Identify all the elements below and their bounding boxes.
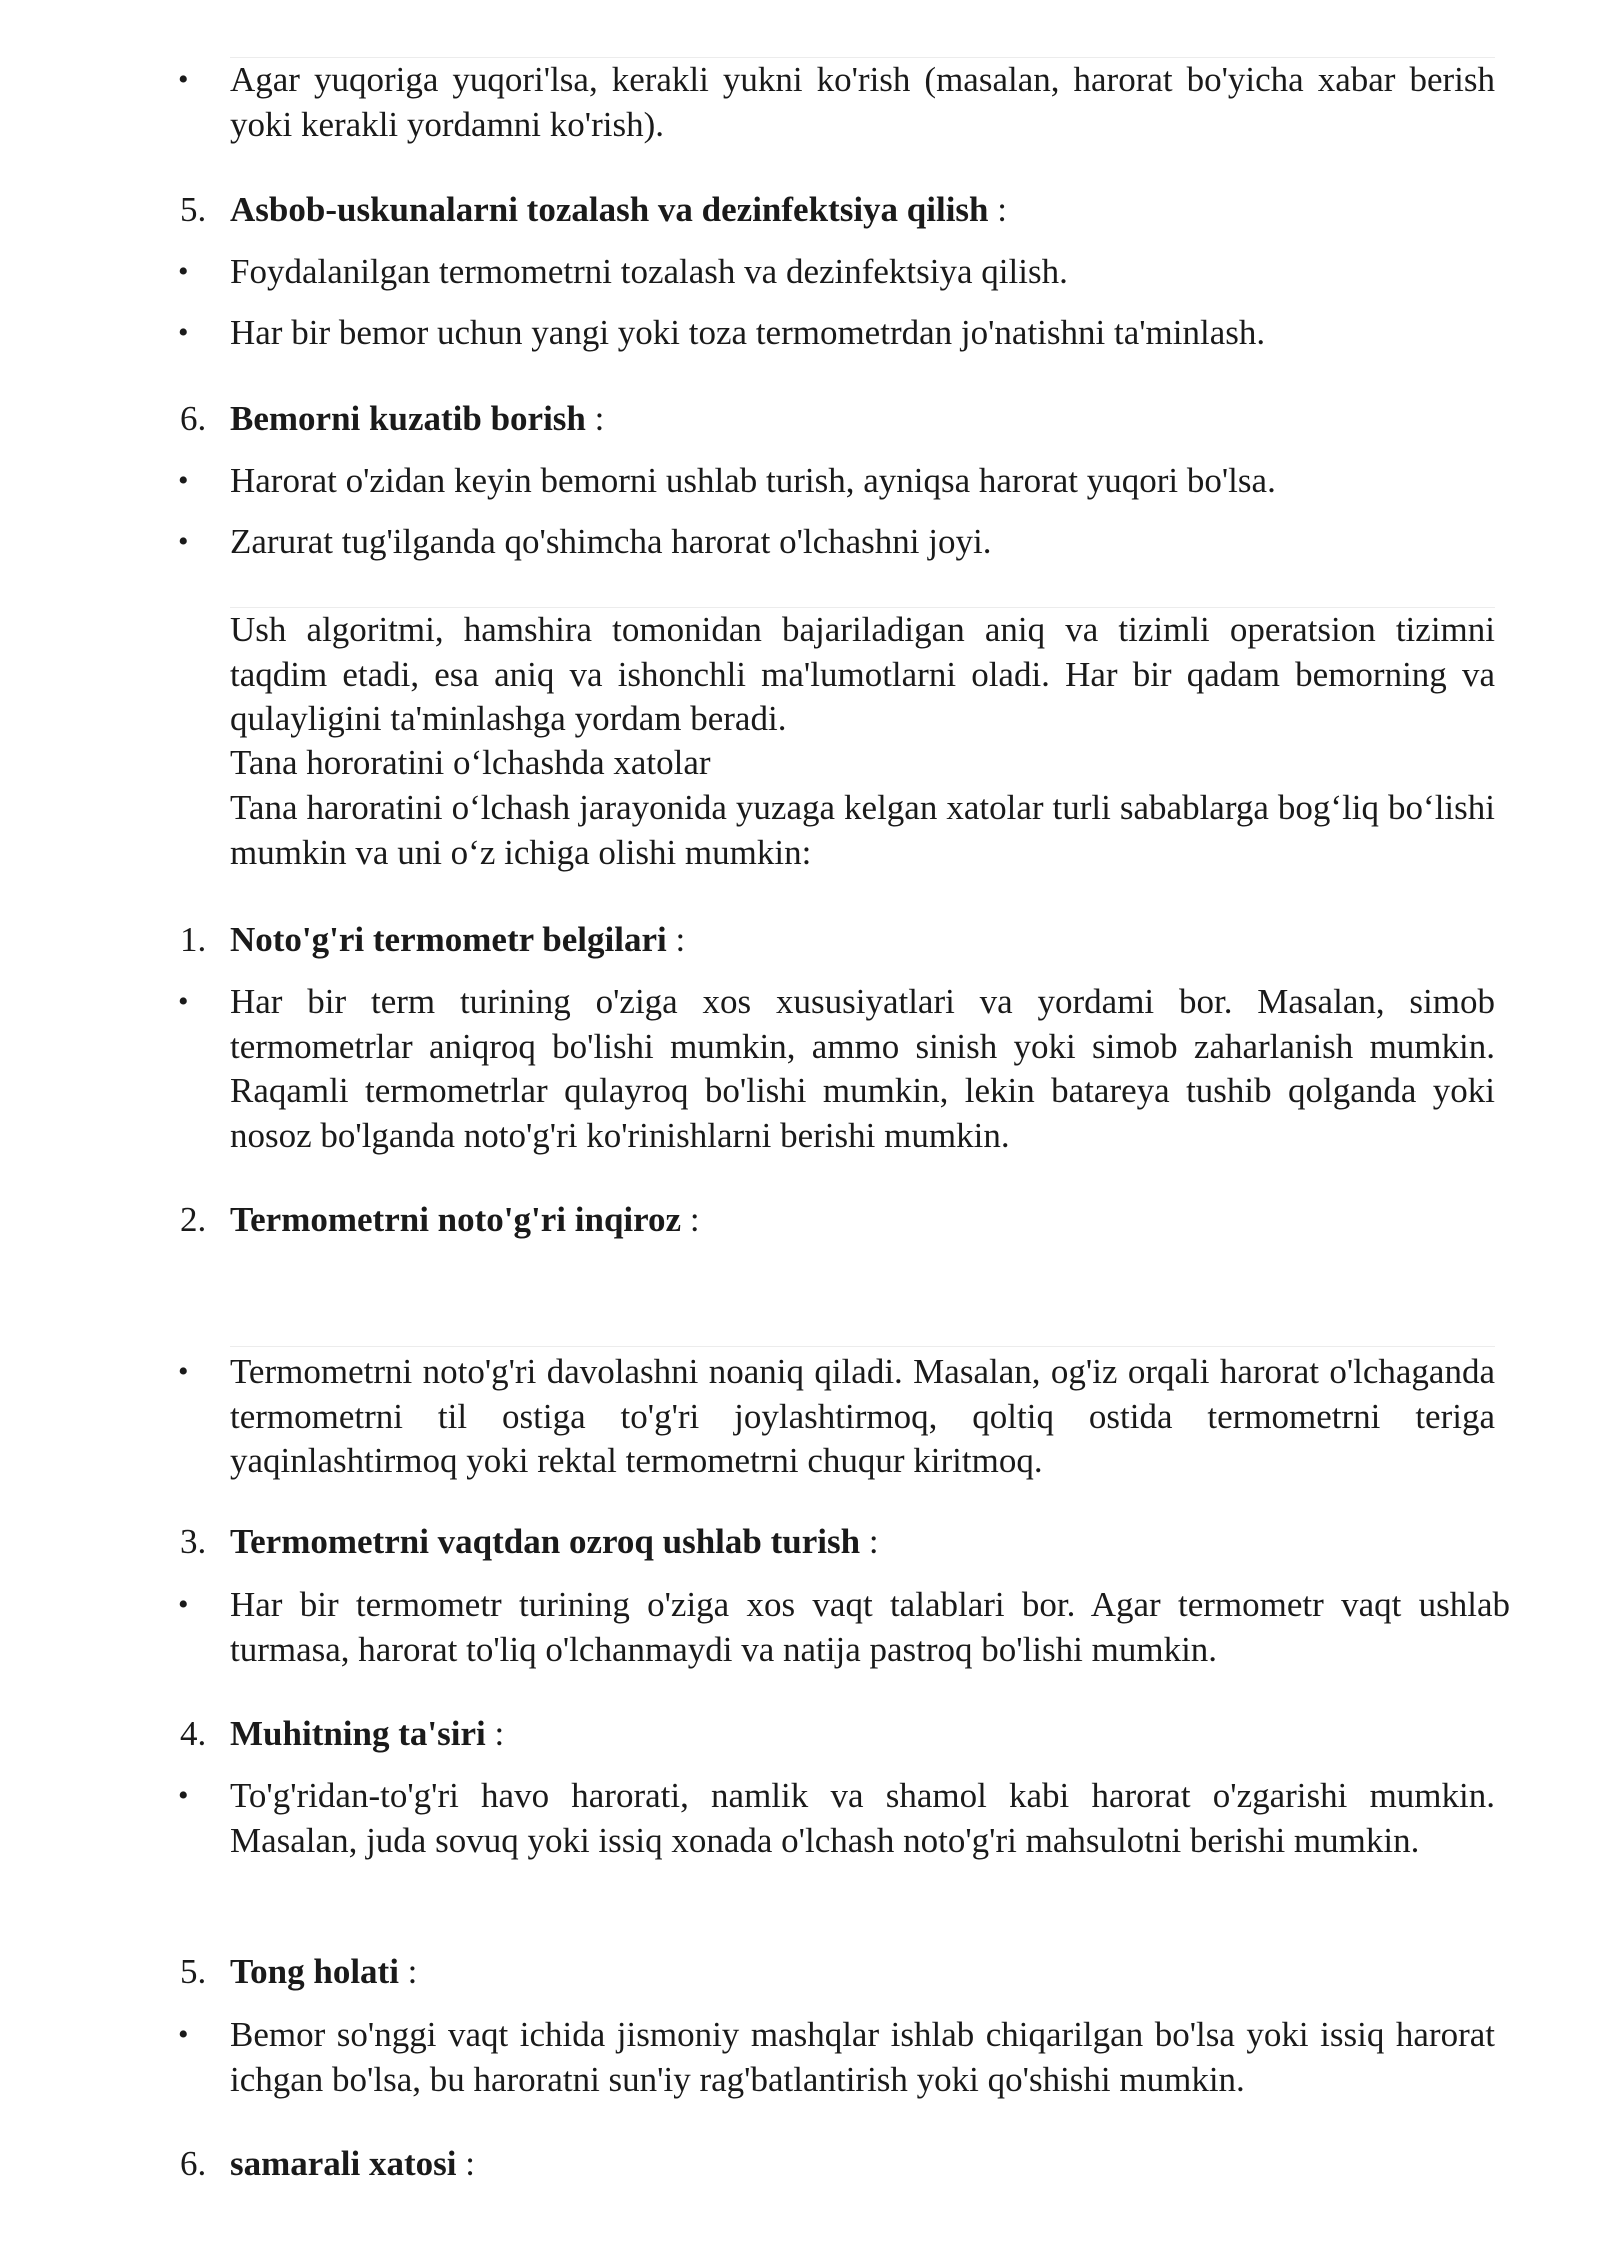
heading-number: 5. bbox=[180, 1952, 207, 1991]
heading-title: Bemorni kuzatib borish bbox=[230, 399, 586, 438]
list-item bbox=[178, 250, 1495, 295]
bullet-icon: • bbox=[178, 316, 189, 349]
heading-separator: : bbox=[485, 1714, 505, 1753]
bullet-icon: • bbox=[178, 2018, 189, 2051]
heading-number: 5. bbox=[180, 190, 207, 229]
section-heading bbox=[180, 2142, 1495, 2187]
bullet-text: Bemor so'nggi vaqt ichida jismoniy mashqlar ishlab chiqarilgan bo'lsa yoki issiq harorat ichgan bo'lsa, bu haroratni sun'iy rag'batlantirish yoki qo'shishi mumkin. bbox=[230, 2015, 1495, 2099]
heading-separator: : bbox=[456, 2144, 475, 2183]
list-item bbox=[178, 311, 1495, 356]
heading-separator: : bbox=[666, 920, 686, 959]
bullet-icon: • bbox=[178, 985, 189, 1018]
heading-title: Asbob-uskunalarni tozalash va dezinfektsiya qilish bbox=[230, 190, 989, 229]
section-heading bbox=[180, 1520, 1495, 1565]
heading-number: 3. bbox=[180, 1522, 207, 1561]
bullet-icon: • bbox=[178, 1355, 189, 1388]
list-item bbox=[178, 1774, 1495, 1863]
heading-separator: : bbox=[398, 1952, 418, 1991]
heading-separator: : bbox=[860, 1522, 879, 1561]
body-paragraph bbox=[230, 608, 1495, 742]
bullet-icon: • bbox=[178, 63, 189, 96]
list-item bbox=[178, 459, 1495, 504]
heading-title: Muhitning ta'siri bbox=[230, 1714, 486, 1753]
section-title-text: Tana hororatini o‘lchashda xatolar bbox=[230, 743, 711, 782]
heading-separator: : bbox=[681, 1200, 700, 1239]
bullet-icon: • bbox=[178, 464, 189, 497]
bullet-icon: • bbox=[178, 1588, 189, 1621]
bullet-text: Har bir term turining o'ziga xos xususiyatlari va yordami bor. Masalan, simob termometrlar aniqroq bo'lishi mumkin, ammo sinish yoki simob zaharlanish mumkin. Raqamli termometrlar qulayroq bo'lishi mumkin, lekin batareya tushib qolganda yoki nosoz bo'lganda noto'g'ri ko'rinishlarni berishi mumkin. bbox=[230, 982, 1495, 1155]
section-heading bbox=[180, 1950, 1495, 1995]
bullet-text: Foydalanilgan termometrni tozalash va dezinfektsiya qilish. bbox=[230, 252, 1068, 291]
bullet-text: Har bir bemor uchun yangi yoki toza termometrdan jo'natishni ta'minlash. bbox=[230, 313, 1266, 352]
list-item bbox=[178, 1583, 1510, 1672]
section-heading bbox=[180, 397, 1495, 442]
heading-title: Termometrni noto'g'ri inqiroz bbox=[230, 1200, 682, 1239]
bullet-icon: • bbox=[178, 255, 189, 288]
heading-title: Tong holati bbox=[230, 1952, 399, 1991]
bullet-text: Termometrni noto'g'ri davolashni noaniq qiladi. Masalan, og'iz orqali harorat o'lchaganda termometrni til ostiga to'g'ri joylashtirmoq, qoltiq ostida termometrni teriga yaqinlashtirmoq yoki rektal termometrni chuqur kiritmoq. bbox=[230, 1352, 1495, 1480]
heading-title: Termometrni vaqtdan ozroq ushlab turish bbox=[230, 1522, 861, 1561]
section-title-line bbox=[230, 741, 1495, 786]
paragraph-text: Tana haroratini o‘lchash jarayonida yuzaga kelgan xatolar turli sabablarga bog‘liq bo‘lishi mumkin va uni o‘z ichiga olishi mumkin: bbox=[230, 788, 1495, 872]
heading-separator: : bbox=[585, 399, 605, 438]
body-paragraph bbox=[230, 786, 1495, 875]
heading-number: 6. bbox=[180, 2144, 207, 2183]
section-heading bbox=[180, 188, 1495, 233]
bullet-text: To'g'ridan-to'g'ri havo harorati, namlik va shamol kabi harorat o'zgarishi mumkin. Masalan, juda sovuq yoki issiq xonada o'lchash noto'g'ri mahsulotni berishi mumkin. bbox=[230, 1776, 1495, 1860]
section-heading bbox=[180, 918, 1495, 963]
list-item bbox=[178, 1350, 1495, 1484]
heading-number: 6. bbox=[180, 399, 207, 438]
bullet-icon: • bbox=[178, 525, 189, 558]
heading-number: 2. bbox=[180, 1200, 207, 1239]
bullet-text: Harorat o'zidan keyin bemorni ushlab turish, ayniqsa harorat yuqori bo'lsa. bbox=[230, 461, 1276, 500]
heading-title: Noto'g'ri termometr belgilari bbox=[230, 920, 667, 959]
heading-title: samarali xatosi bbox=[230, 2144, 457, 2183]
heading-number: 1. bbox=[180, 920, 207, 959]
bullet-icon: • bbox=[178, 1779, 189, 1812]
text-rule bbox=[230, 1346, 1495, 1347]
list-item bbox=[178, 58, 1495, 147]
paragraph-text: Ush algoritmi, hamshira tomonidan bajariladigan aniq va tizimli operatsion tizimni taqdim etadi, esa aniq va ishonchli ma'lumotlarni oladi. Har bir qadam bemorning va qulayligini ta'minlashga yordam beradi. bbox=[230, 610, 1495, 738]
list-item bbox=[178, 2013, 1495, 2102]
heading-separator: : bbox=[988, 190, 1007, 229]
bullet-text: Agar yuqoriga yuqori'lsa, kerakli yukni ko'rish (masalan, harorat bo'yicha xabar berish yoki kerakli yordamni ko'rish). bbox=[230, 60, 1495, 144]
section-heading bbox=[180, 1198, 1495, 1243]
section-heading bbox=[180, 1712, 1495, 1757]
bullet-text: Har bir termometr turining o'ziga xos vaqt talablari bor. Agar termometr vaqt ushlab turmasa, harorat to'liq o'lchanmaydi va natija pastroq bo'lishi mumkin. bbox=[230, 1585, 1510, 1669]
list-item bbox=[178, 520, 1495, 565]
bullet-text: Zarurat tug'ilganda qo'shimcha harorat o'lchashni joyi. bbox=[230, 522, 992, 561]
list-item bbox=[178, 980, 1495, 1158]
heading-number: 4. bbox=[180, 1714, 207, 1753]
